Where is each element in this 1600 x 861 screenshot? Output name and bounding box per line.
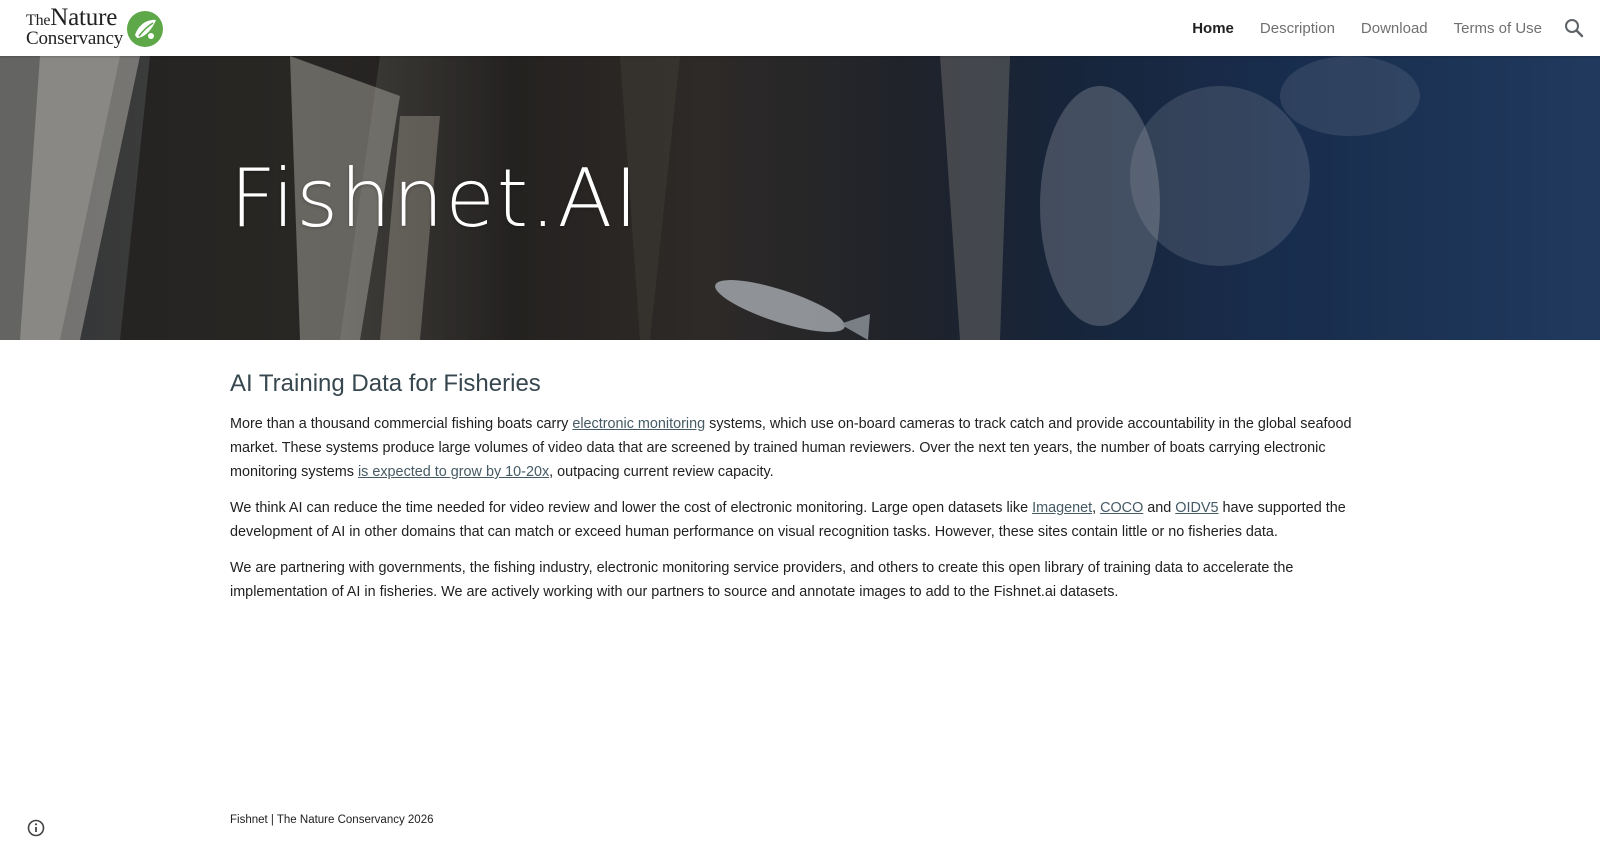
ai-paragraph: We think AI can reduce the time needed for video review and lower the cost of electronic monitoring. Large open datasets like Imagenet, COCO and OIDV5 have supported the development of AI in other domains that can match or exceed human performance on visual recognition tasks. However, these sites contain little or no fisheries data. — [230, 500, 1346, 540]
section-heading: AI Training Data for Fisheries — [230, 370, 541, 397]
nav-description[interactable]: Description — [1259, 19, 1335, 37]
search-icon[interactable] — [1562, 16, 1586, 40]
main-nav — [1166, 0, 1542, 56]
imagenet-link[interactable]: Imagenet — [1032, 500, 1093, 516]
electronic-monitoring-link[interactable]: electronic monitoring — [572, 416, 706, 432]
oidv5-link[interactable]: OIDV5 — [1175, 500, 1219, 516]
leaf-logo-icon — [125, 9, 165, 49]
intro-paragraph: More than a thousand commercial fishing boats carry electronic monitoring systems, which use on-board cameras to track catch and provide accountability in the global seafood market. These systems produce large volumes of video data that are screened by trained human reviewers. Over the next ten years, the number of boats carrying electronic monitoring systems is expected to grow by 10-20x, outpacing current review capacity. — [230, 416, 1352, 480]
main-content — [230, 370, 1360, 616]
growth-forecast-link[interactable]: is expected to grow by 10-20x — [357, 464, 550, 480]
partnership-paragraph: We are partnering with governments, the fishing industry, electronic monitoring service providers, and others to create this open library of training data to accelerate the implementation of AI in fisheries. We are actively working with our partners to source and annotate images to add to the Fishnet.ai datasets. — [230, 560, 1294, 600]
nav-download[interactable]: Download — [1360, 19, 1428, 37]
coco-link[interactable]: COCO — [1100, 500, 1144, 516]
footer-text: Fishnet | The Nature Conservancy 2026 — [230, 814, 434, 826]
page-title: Fishnet.AI — [230, 152, 640, 245]
hero-banner — [0, 56, 1600, 340]
nav-home[interactable]: Home — [1192, 19, 1234, 37]
nav-terms-of-use[interactable]: Terms of Use — [1453, 19, 1542, 37]
site-header — [0, 0, 1600, 56]
site-logo[interactable] — [26, 3, 165, 50]
info-icon[interactable] — [26, 818, 46, 838]
logo-wordmark: TheNature Conservancy — [26, 3, 123, 49]
